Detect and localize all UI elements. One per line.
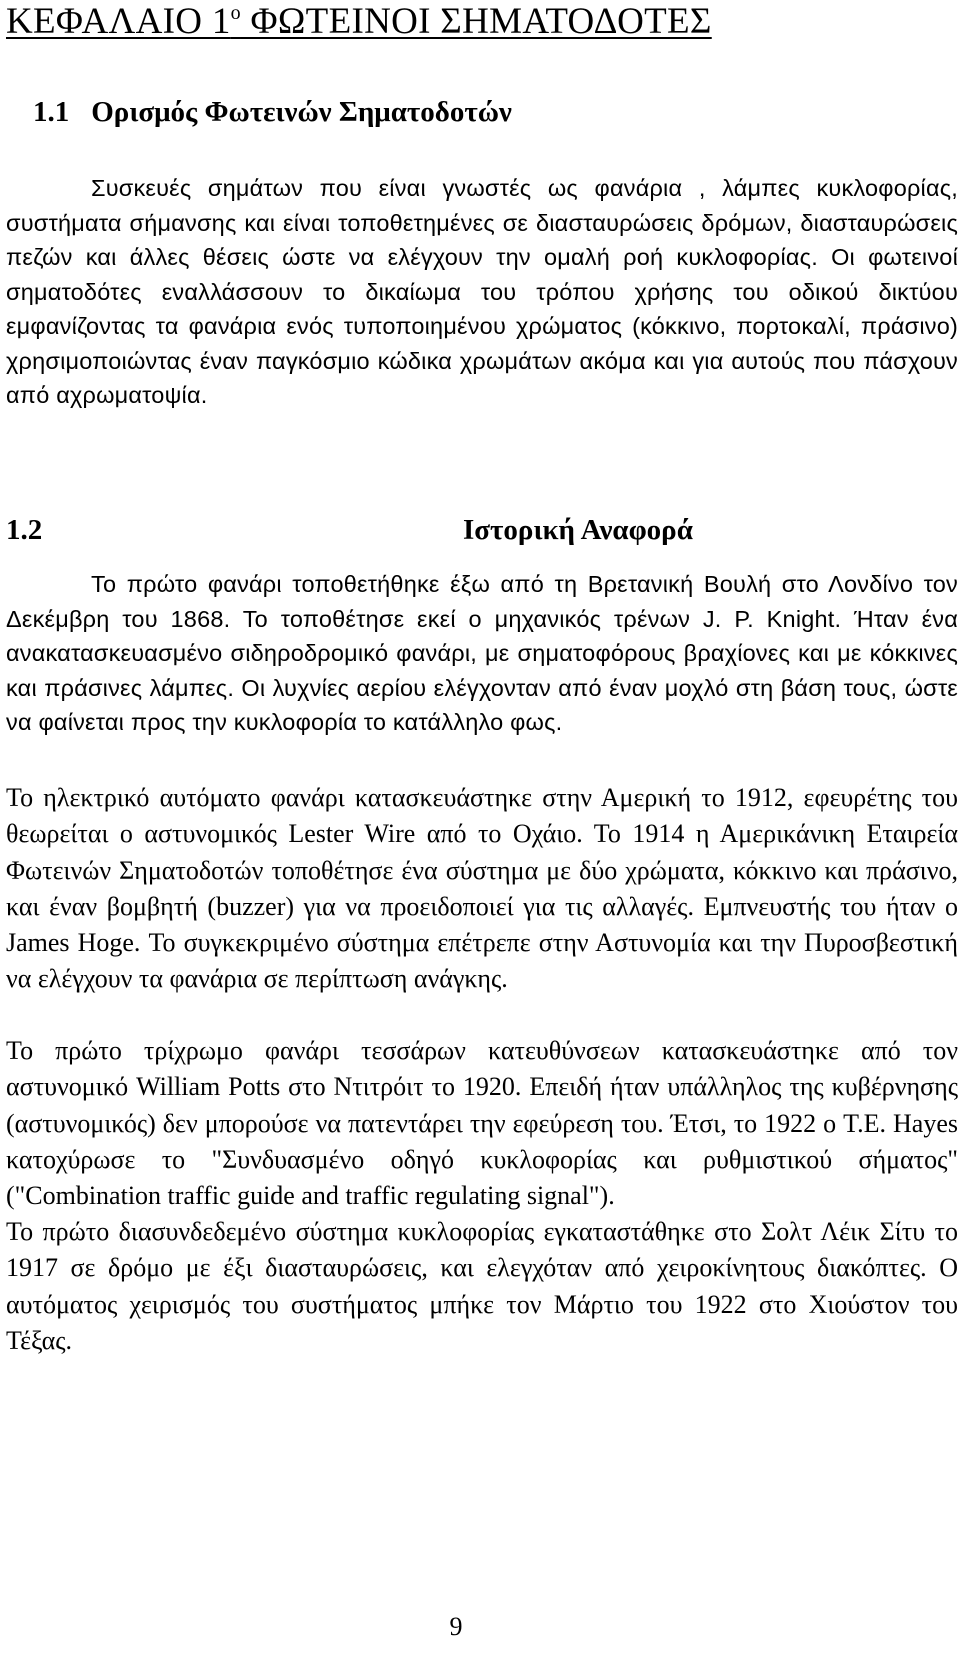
section-2-paragraph-3: Το πρώτο τρίχρωμο φανάρι τεσσάρων κατευθύνσεων κατασκευάστηκε από τον αστυνομικό William Potts στο Ντιτρόιτ το 1920. Επειδή ήταν υπάλληλος της κυβέρνησης (αστυνομικός) δεν μπορούσε να πατεντάρει την εφεύρεση του. Έτσι, το 1922 ο T.E. Hayes κατοχύρωσε το "Συνδυασμένο οδηγό κυκλοφορίας και ρυθμιστικού σήματος" ("Combination traffic guide and traffic regulating signal"). [6,1036,958,1211]
section-2-paragraph-2: Το ηλεκτρικό αυτόματο φανάρι κατασκευάστηκε στην Αμερική το 1912, εφευρέτης του θεωρείται ο αστυνομικός Lester Wire από το Οχάιο. Το 1914 η Αμερικάνικη Εταιρεία Φωτεινών Σηματοδοτών τοποθέτησε ένα σύστημα με δύο χρώματα, κόκκινο και πράσινο, και έναν βομβητή (buzzer) για να προειδοποιεί για τις αλλαγές. Εμπνευστής του ήταν ο James Hoge. Το συγκεκριμένο σύστημα επέτρεπε στην Αστυνομία και την Πυροσβεστική να ελέγχουν τα φανάρια σε περίπτωση ανάγκης. [6,783,958,994]
chapter-title-part1: ΚΕΦΑΛΑΙΟ 1 [6,1,231,42]
chapter-title-superscript: ο [230,2,241,24]
section-2-paragraph-4: Το πρώτο διασυνδεδεμένο σύστημα κυκλοφορίας εγκαταστάθηκε στο Σολτ Λέικ Σίτυ το 1917 σε δρόμο με έξι διασταυρώσεις, και ελεγχόταν από χειροκίνητους διακόπτες. Ο αυτόματος χειρισμός του συστήματος μπήκε τον Μάρτιο του 1922 στο Χιούστον του Τέξας. [6,1217,958,1355]
section-1-heading [33,94,512,130]
section-2-title: Ιστορική Αναφορά [463,514,693,546]
section-2-number: 1.2 [6,514,43,546]
chapter-title [6,2,712,42]
section-1-number: 1.1 [33,96,70,128]
page-number: 9 [449,1612,463,1641]
section-2-paragraph-1: Το πρώτο φανάρι τοποθετήθηκε έξω από τη Βρετανική Βουλή στο Λονδίνο τον Δεκέμβρη του 1868. Το τοποθέτησε εκεί ο μηχανικός τρένων J. P. Knight. Ήταν ένα ανακατασκευασμένο σιδηροδρομικό φανάρι, με σηματοφόρους βραχίονες και με κόκκινες και πράσινες λάμπες. Οι λυχνίες αερίου ελέγχονταν από έναν μοχλό στη βάση τους, ώστε να φαίνεται προς την κυκλοφορία το κατάλληλο φως. [6,571,958,735]
chapter-title-underlined [6,1,712,42]
section-1-paragraph: Συσκευές σημάτων που είναι γνωστές ως φανάρια , λάμπες κυκλοφορίας, συστήματα σήμανσης και είναι τοποθετημένες σε διασταυρώσεις δρόμων, διασταυρώσεις πεζών και άλλες θέσεις ώστε να ελέγχουν την ομαλή ροή κυκλοφορίας. Οι φωτεινοί σηματοδότες εναλλάσσουν το δικαίωμα του τρόπου χρήσης του οδικού δικτύου εμφανίζοντας τα φανάρια ενός τυποποιημένου χρώματος (κόκκινο, πορτοκαλί, πράσινο) χρησιμοποιώντας έναν παγκόσμιο κώδικα χρωμάτων ακόμα και για αυτούς που πάσχουν από αχρωματοψία. [6,175,958,408]
chapter-title-part2: ΦΩΤΕΙΝΟΙ ΣΗΜΑΤΟΔΟΤΕΣ [240,1,712,42]
section-1-title: Ορισμός Φωτεινών Σηματοδοτών [91,96,512,128]
